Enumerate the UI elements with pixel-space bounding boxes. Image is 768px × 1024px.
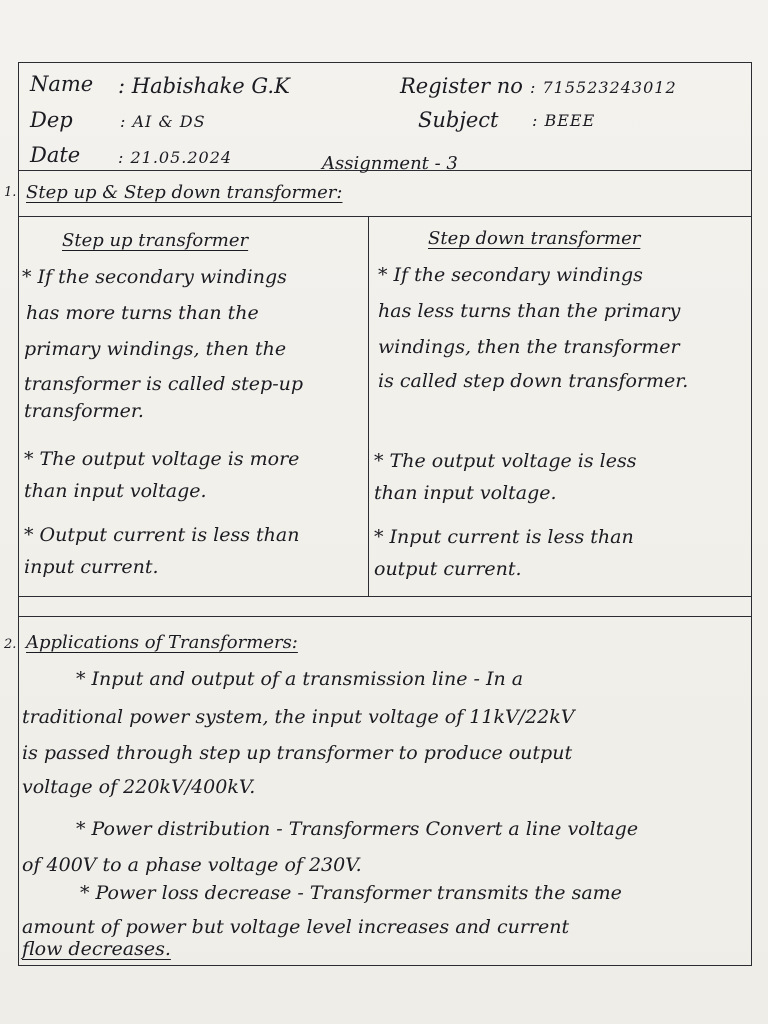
name-label: Name: [30, 72, 94, 96]
step-up-heading: Step up transformer: [62, 230, 249, 251]
date-value: : 21.05.2024: [118, 148, 233, 167]
application-line: voltage of 220kV/400kV.: [22, 776, 256, 798]
name-value: : Habishake G.K: [118, 74, 290, 98]
assignment-title: Assignment - 3: [322, 153, 458, 174]
dep-value: : AI & DS: [120, 112, 206, 131]
register-label: Register no: [400, 74, 523, 98]
step-up-line: input current.: [24, 556, 159, 578]
step-up-line: transformer is called step-up: [24, 373, 304, 395]
step-up-line: primary windings, then the: [24, 338, 287, 360]
dep-label: Dep: [30, 108, 73, 132]
step-down-line: windings, then the transformer: [378, 336, 680, 358]
application-line: of 400V to a phase voltage of 230V.: [22, 854, 362, 876]
table-bottom-rule: [18, 596, 752, 597]
step-down-line: * The output voltage is less: [374, 450, 637, 472]
question1-number: 1.: [4, 185, 17, 200]
question1-title: Step up & Step down transformer:: [26, 182, 343, 203]
step-down-line: than input voltage.: [374, 482, 557, 504]
question2-number: 2.: [4, 637, 17, 652]
register-value: : 715523243012: [530, 78, 677, 97]
column-divider: [368, 216, 369, 596]
step-down-line: has less turns than the primary: [378, 300, 681, 322]
question2-title: Applications of Transformers:: [26, 632, 298, 653]
step-up-line: * Output current is less than: [24, 524, 300, 546]
step-down-line: * Input current is less than: [374, 526, 634, 548]
application-line: * Power distribution - Transformers Convert a line voltage: [76, 818, 639, 840]
step-down-line: * If the secondary windings: [378, 264, 643, 286]
application-line: * Power loss decrease - Transformer transmits the same: [80, 882, 622, 904]
step-up-line: * The output voltage is more: [24, 448, 300, 470]
step-down-line: output current.: [374, 558, 522, 580]
application-line: amount of power but voltage level increases and current: [22, 916, 570, 938]
application-line: is passed through step up transformer to produce output: [22, 742, 573, 764]
date-label: Date: [30, 143, 81, 167]
section2-rule: [18, 616, 752, 617]
step-up-line: than input voltage.: [24, 480, 207, 502]
step-up-line: * If the secondary windings: [22, 266, 287, 288]
step-down-line: is called step down transformer.: [378, 370, 689, 392]
application-line: * Input and output of a transmission line - In a: [76, 668, 524, 690]
table-top-rule: [18, 216, 752, 217]
step-up-line: has more turns than the: [26, 302, 259, 324]
subject-value: : BEEE: [532, 111, 596, 130]
application-line: flow decreases.: [22, 938, 171, 960]
application-line: traditional power system, the input voltage of 11kV/22kV: [22, 706, 575, 728]
step-up-line: transformer.: [24, 400, 144, 422]
subject-label: Subject: [418, 108, 499, 132]
step-down-heading: Step down transformer: [428, 228, 641, 249]
